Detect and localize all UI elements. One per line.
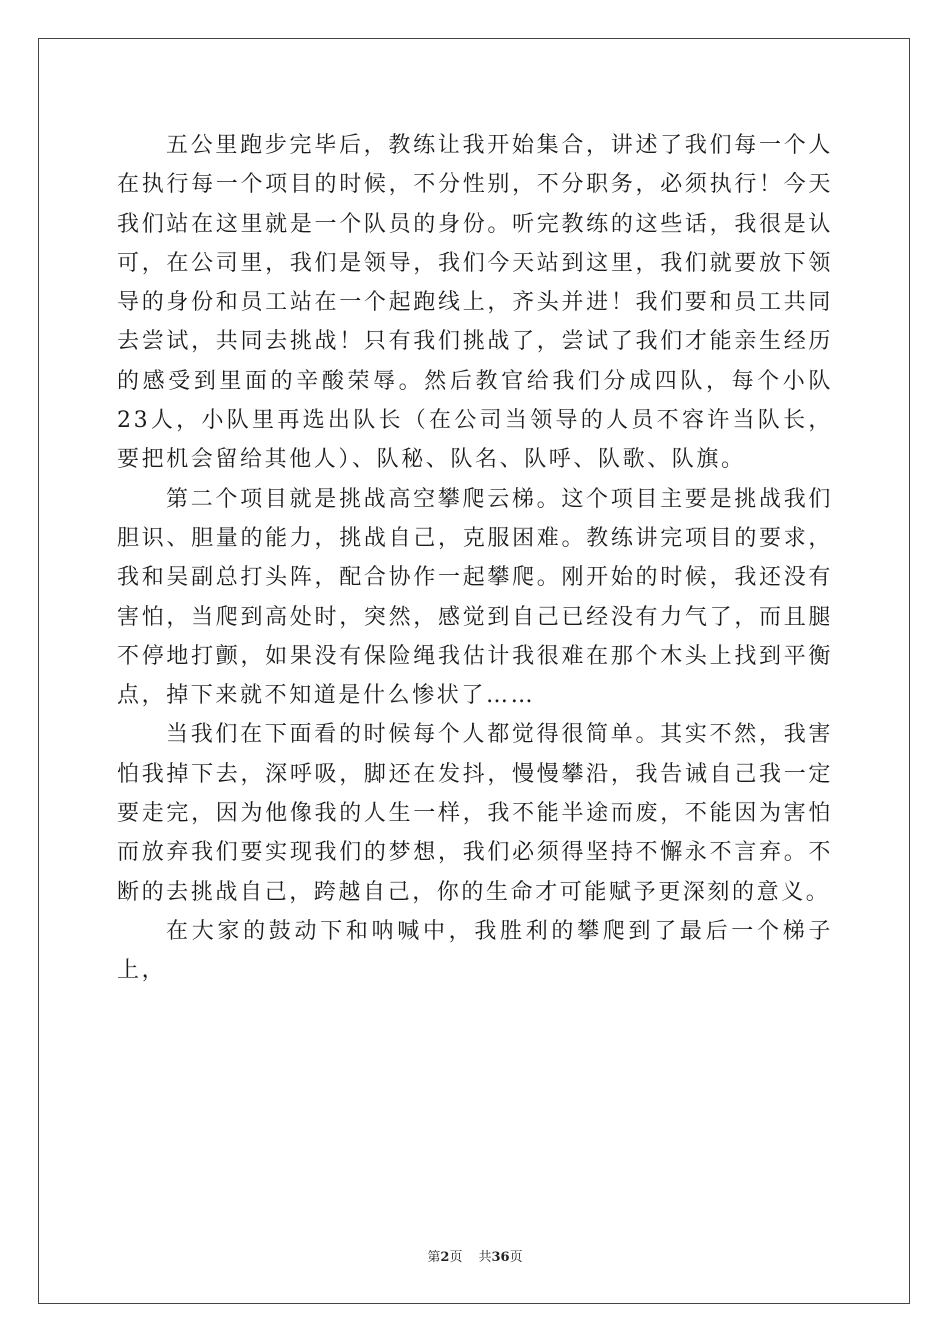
paragraph-1: 五公里跑步完毕后，教练让我开始集合，讲述了我们每一个人在执行每一个项目的时候，不分性别，不分职务，必须执行！今天我们站在这里就是一个队员的身份。听完教练的这些话，我很是认可，在公司里，我们是领导，我们今天站到这里，我们就要放下领导的身份和员工站在一个起跑线上，齐头并进！我们要和员工共同去尝试，共同去挑战！只有我们挑战了，尝试了我们才能亲生经历的感受到里面的辛酸荣辱。然后教官给我们分成四队，每个小队23人，小队里再选出队长（在公司当领导的人员不容许当队长，要把机会留给其他人）、队秘、队名、队呼、队歌、队旗。	[117, 133, 833, 473]
page-number: 2	[440, 1250, 450, 1265]
total-suffix: 页	[509, 1250, 523, 1265]
total-prefix: 共	[478, 1250, 492, 1265]
document-body	[117, 126, 833, 991]
page-suffix: 页	[449, 1250, 463, 1265]
paragraph-2: 第二个项目就是挑战高空攀爬云梯。这个项目主要是挑战我们胆识、胆量的能力，挑战自己，克服困难。教练讲完项目的要求，我和吴副总打头阵，配合协作一起攀爬。刚开始的时候，我还没有害怕，当爬到高处时，突然，感觉到自己已经没有力气了，而且腿不停地打颤，如果没有保险绳我估计我很难在那个木头上找到平衡点，掉下来就不知道是什么惨状了……	[117, 486, 833, 709]
page-footer	[0, 1246, 950, 1265]
page-prefix: 第	[427, 1250, 441, 1265]
paragraph-3: 当我们在下面看的时候每个人都觉得很简单。其实不然，我害怕我掉下去，深呼吸，脚还在发抖，慢慢攀沿，我告诫自己我一定要走完，因为他像我的人生一样，我不能半途而废，不能因为害怕而放弃我们要实现我们的梦想，我们必须得坚持不懈永不言弃。不断的去挑战自己，跨越自己，你的生命才可能赋予更深刻的意义。	[117, 722, 833, 905]
paragraph-4: 在大家的鼓动下和呐喊中，我胜利的攀爬到了最后一个梯子上，	[117, 918, 833, 984]
total-pages: 36	[491, 1250, 510, 1265]
